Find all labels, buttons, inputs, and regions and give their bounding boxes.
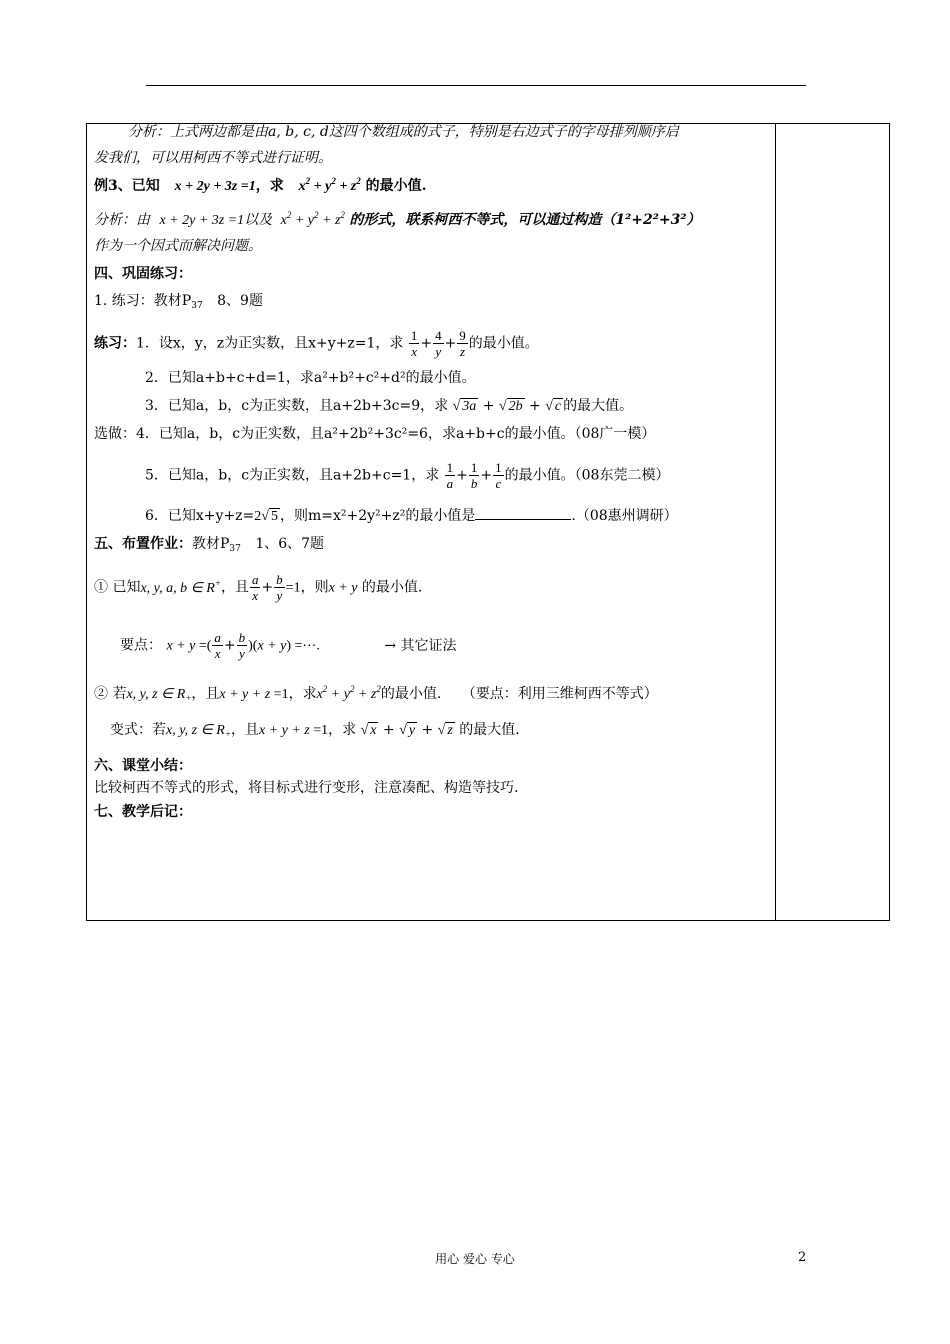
analysis-3-line-1 — [94, 210, 700, 231]
frac-1-over-c: $\frac{1}{c}$ — [495, 460, 502, 491]
header-rule — [146, 85, 806, 86]
frac-1-over-b: $\frac{1}{b}$ — [470, 460, 478, 491]
answer-blank[interactable] — [475, 507, 571, 520]
homework-2-cond: ，且 — [191, 686, 220, 702]
homework-2-label: ② 若 — [94, 686, 127, 702]
page-number: 2 — [798, 1250, 807, 1265]
section-5-title: 五、布置作业： — [94, 536, 192, 552]
frac-4-over-y: $\frac{4}{y}$ — [435, 328, 442, 359]
practice-4: 选做：4．已知a，b，c为正实数，且a²+2b²+3c²=6，求a+b+c的最小值。（08广一模） — [94, 426, 656, 442]
practice-6-mid: ，则m=x²+2y²+z²的最小值是 — [279, 508, 476, 524]
homework-1: ① 已知x, y, a, b ∈ R+，且 $\frac{a}{x}$ + $\frac{b}{y}$ =1，则x + y 的最小值. — [94, 572, 423, 603]
variant-label: 变式：若 — [110, 722, 166, 738]
analysis-3-constraint: x + 2y + 3z =1 — [159, 213, 245, 228]
key-label: 要点： — [120, 637, 162, 654]
example-3-ask: ，求 — [255, 178, 284, 194]
sqrt-2b: √ 2b — [498, 399, 523, 414]
practice-5-tail: 的最小值。（08东莞二模） — [504, 467, 670, 484]
section-7-title: 七、教学后记： — [94, 804, 192, 820]
analysis-3-and: 以及 — [244, 212, 273, 228]
analysis-3-method: 的形式，联系柯西不等式，可以通过构造（1²+2²+3²） — [349, 212, 701, 228]
practice-6-label: 6．已知x+y+z= — [145, 508, 255, 524]
analysis-line-2: 发我们，可以用柯西不等式进行证明。 — [94, 150, 332, 166]
practice-5: 5．已知a，b，c为正实数，且a+2b+c=1，求 $\frac{1}{a}$ + $\frac{1}{b}$ + $\frac{1}{c}$ 的最小值。（08东莞二模） — [145, 460, 670, 491]
variant-tail: 的最大值. — [459, 722, 520, 738]
practice-1-tail: 的最小值。 — [468, 335, 539, 352]
practice-5-label: 5．已知a，b，c为正实数，且a+2b+c=1，求 — [145, 467, 440, 484]
variant-ask: ，求 — [328, 722, 357, 738]
frac-9-over-z: $\frac{9}{z}$ — [459, 328, 466, 359]
section-5-tail: 1、6、7题 — [255, 536, 325, 552]
homework-1-then: ，则 — [300, 579, 329, 596]
sqrt-x: √ x — [360, 723, 377, 738]
homework-2-note: （要点：利用三维柯西不等式） — [461, 686, 658, 702]
practice-2: 2．已知a+b+c+d=1，求a²+b²+c²+d²的最小值。 — [145, 370, 476, 386]
frac-1-over-x: $\frac{1}{x}$ — [410, 328, 418, 359]
practice-3-label: 3．已知a，b，c为正实数，且a+2b+3c=9，求 — [145, 398, 449, 414]
practice-3: 3．已知a，b，c为正实数，且a+2b+3c=9，求 √ 3a + √ 2b + √ c 的最大值。 — [145, 398, 634, 414]
example-3-target: $x^2 + y^2 + z^2$ — [298, 176, 361, 194]
frac-a-over-x-2: $\frac{a}{x}$ — [214, 630, 221, 661]
homework-2-ask: ，求 — [288, 686, 317, 702]
frac-a-over-x: $\frac{a}{x}$ — [251, 572, 259, 603]
arrow-other-proof: → 其它证法 — [384, 637, 457, 654]
item-1-sub: 37 — [191, 301, 203, 311]
homework-2-tail: 的最小值. — [380, 686, 442, 702]
sqrt-z: √ z — [437, 723, 453, 738]
variant-cond: ，且 — [230, 722, 259, 738]
homework-2: ② 若x, y, z ∈ $R_+$，且x + y + z =1，求$x^2 + y^2 + z^2$的最小值. （要点：利用三维柯西不等式） — [94, 684, 658, 703]
homework-1-key: 要点： x + y =( $\frac{a}{x}$ + $\frac{b}{y}$ )(x + y) =⋯. → 其它证法 — [120, 630, 457, 661]
practice-6 — [145, 506, 678, 527]
practice-1-text: 1．设x，y，z为正实数，且x+y+z=1，求 — [136, 335, 404, 352]
variant: 变式：若x, y, z ∈ $R_+$，且x + y + z =1，求 √ x + √ y + √ z 的最大值. — [110, 722, 520, 739]
table-column-divider — [775, 123, 776, 921]
analysis-3-prefix: 分析：由 — [94, 212, 150, 228]
item-1-text: 1. 练习：教材P — [94, 293, 192, 309]
homework-1-cond: ，且 — [220, 579, 249, 596]
frac-b-over-y: $\frac{b}{y}$ — [276, 572, 283, 603]
homework-1-set: x, y, a, b ∈ R+ — [140, 577, 221, 596]
practice-3-tail: 的最大值。 — [563, 398, 634, 414]
example-3 — [94, 176, 427, 197]
sqrt-3a: √ 3a — [452, 399, 477, 414]
section-6-title: 六、课堂小结： — [94, 758, 192, 774]
example-3-constraint: x + 2y + 3z =1 — [174, 179, 256, 194]
analysis-line-1: 分析：上式两边都是由a, b, c, d这四个数组成的式子，特别是右边式子的字母排列顺序启 — [128, 124, 679, 140]
practice-6-tail: .（08惠州调研） — [571, 508, 678, 524]
sqrt-c: √ c — [545, 399, 562, 414]
section-5-sub: 37 — [229, 544, 241, 554]
homework-1-tail: 的最小值. — [361, 579, 423, 596]
frac-1-over-a: $\frac{1}{a}$ — [446, 460, 454, 491]
sqrt-y: √ y — [399, 723, 416, 738]
section-5-text: 教材P — [192, 536, 230, 552]
practice-1: 练习：1．设x，y，z为正实数，且x+y+z=1，求 $\frac{1}{x}$ + $\frac{4}{y}$ + $\frac{9}{z}$ 的最小值。 — [94, 328, 539, 359]
footer-text: 用心 爱心 专心 — [435, 1252, 515, 1266]
section-4-item-1 — [94, 291, 263, 311]
homework-1-label: ① 已知 — [94, 579, 141, 596]
example-3-label: 例3、已知 — [94, 178, 160, 194]
section-4-title: 四、巩固练习： — [94, 266, 192, 282]
section-5 — [94, 534, 324, 554]
analysis-3-line-2: 作为一个因式而解决问题。 — [94, 238, 262, 254]
item-1-tail: 8、9题 — [217, 293, 263, 309]
analysis-3-target: $x^2 + y^2 + z^2$ — [280, 210, 345, 228]
section-6-text: 比较柯西不等式的形式，将目标式进行变形，注意凑配、构造等技巧. — [94, 780, 519, 796]
frac-b-over-y-2: $\frac{b}{y}$ — [238, 630, 246, 661]
example-3-tail: 的最小值. — [365, 178, 427, 194]
two-sqrt-5: 2√ 5 — [254, 509, 278, 524]
